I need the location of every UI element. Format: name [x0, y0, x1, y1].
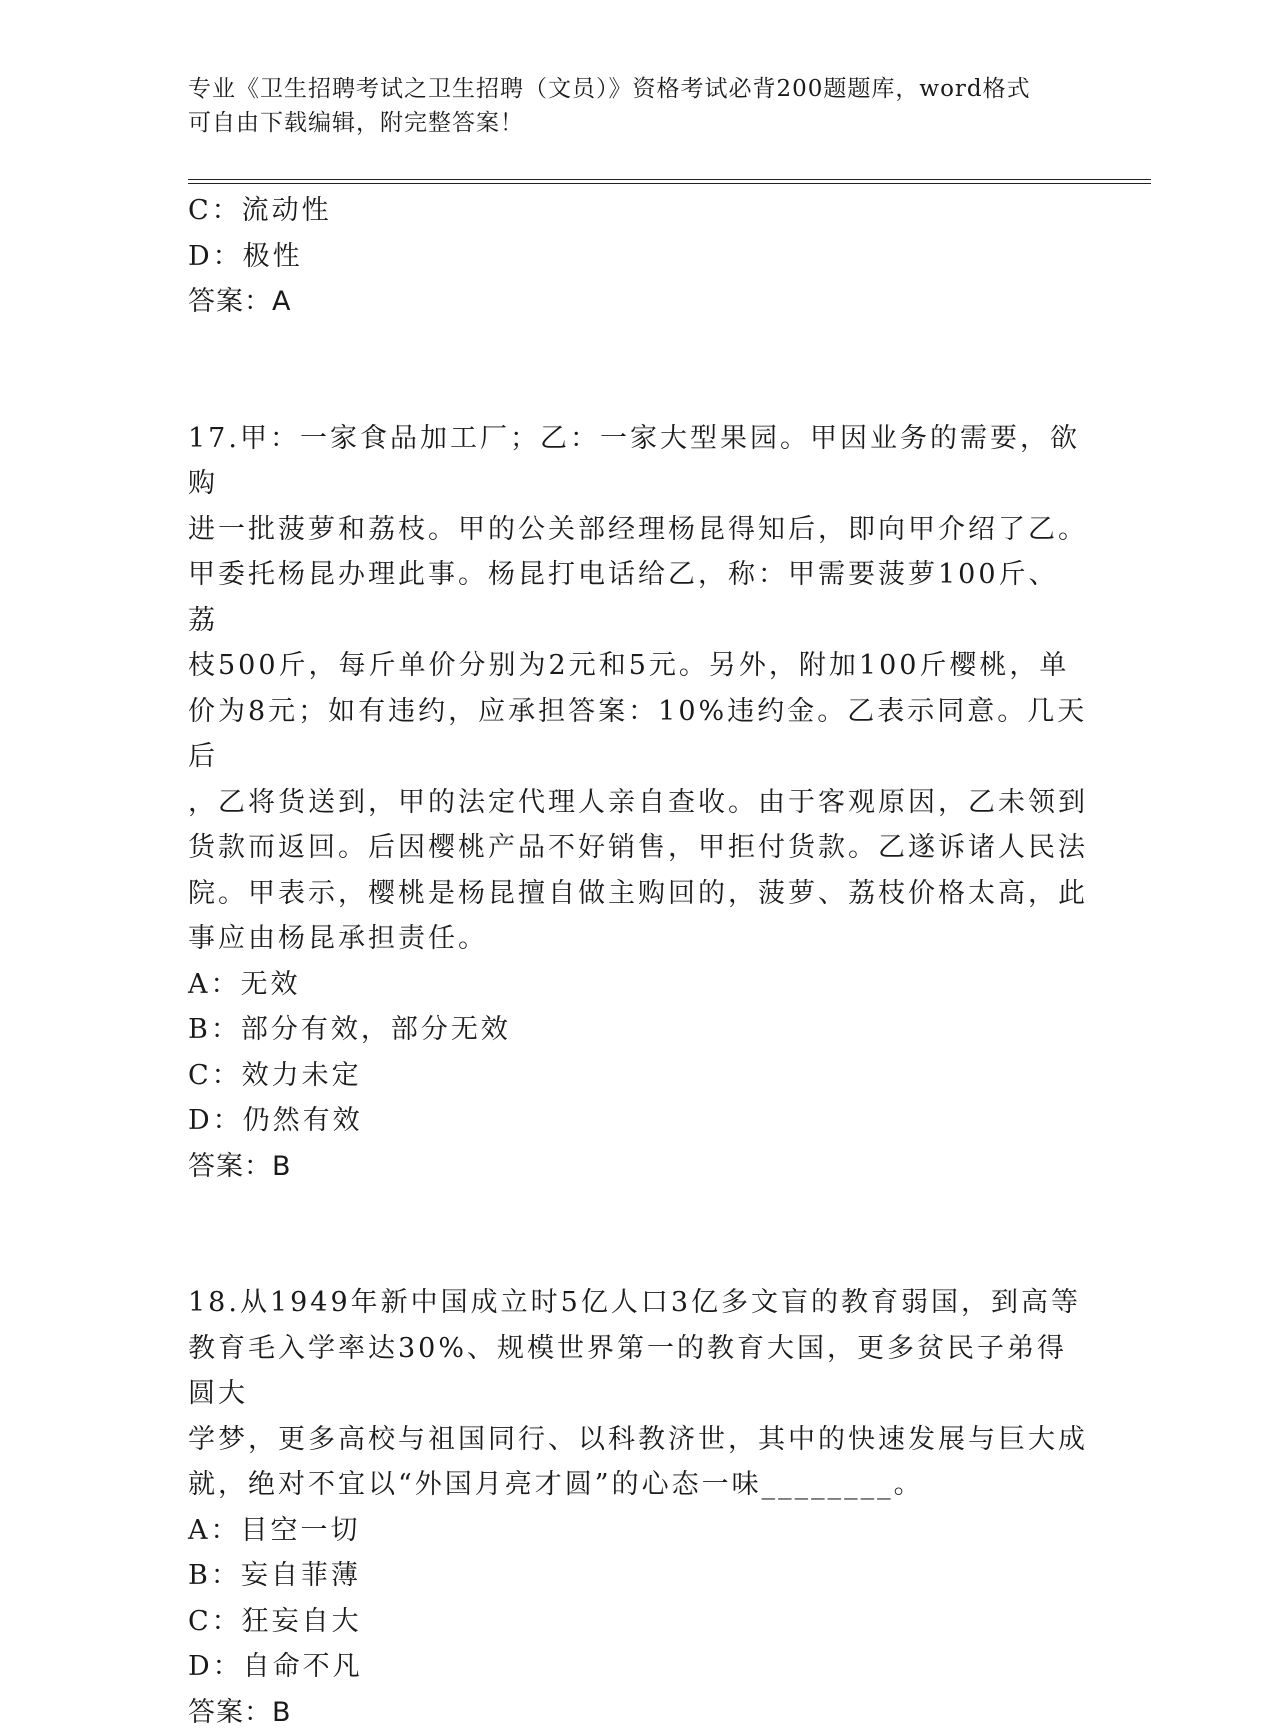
- header-line-1: 专业《卫生招聘考试之卫生招聘（文员）》资格考试必背200题题库，word格式: [188, 72, 1088, 106]
- option-c: C：流动性: [188, 188, 1088, 234]
- question-text-line: 甲委托杨昆办理此事。杨昆打电话给乙，称：甲需要菠萝100斤、荔: [188, 552, 1088, 643]
- option-b: B：妄自菲薄: [188, 1553, 1088, 1599]
- option-c: C：效力未定: [188, 1053, 1088, 1099]
- answer-line: 答案：B: [188, 1690, 1088, 1735]
- question-text-line: 枝500斤，每斤单价分别为2元和5元。另外，附加100斤樱桃，单: [188, 643, 1088, 689]
- question-text-line: 货款而返回。后因樱桃产品不好销售，甲拒付货款。乙遂诉诸人民法: [188, 825, 1088, 871]
- question-text-line: 院。甲表示，樱桃是杨昆擅自做主购回的，菠萝、荔枝价格太高，此: [188, 871, 1088, 917]
- question-text-line: 17.甲：一家食品加工厂；乙：一家大型果园。甲因业务的需要，欲购: [188, 416, 1088, 507]
- option-c: C：狂妄自大: [188, 1599, 1088, 1645]
- question-text-line: ，乙将货送到，甲的法定代理人亲自查收。由于客观原因，乙未领到: [188, 780, 1088, 826]
- spacer: [188, 1235, 1088, 1281]
- question-16-tail: [188, 188, 1088, 325]
- option-b: B：部分有效，部分无效: [188, 1007, 1088, 1053]
- answer-line: 答案：B: [188, 1144, 1088, 1190]
- question-text-line: 进一批菠萝和荔枝。甲的公关部经理杨昆得知后，即向甲介绍了乙。: [188, 507, 1088, 553]
- spacer: [188, 1189, 1088, 1235]
- question-17: [188, 416, 1088, 1190]
- question-text-line: 18.从1949年新中国成立时5亿人口3亿多文盲的教育弱国，到高等: [188, 1280, 1088, 1326]
- option-d: D：自命不凡: [188, 1644, 1088, 1690]
- question-text-line: 就，绝对不宜以“外国月亮才圆”的心态一味________。: [188, 1462, 1088, 1508]
- document-body: [188, 188, 1088, 1735]
- spacer: [188, 370, 1088, 416]
- header-double-rule: [188, 179, 1151, 184]
- document-header: [188, 72, 1088, 140]
- question-18: [188, 1280, 1088, 1735]
- question-text-line: 学梦，更多高校与祖国同行、以科教济世，其中的快速发展与巨大成: [188, 1417, 1088, 1463]
- question-text-line: 教育毛入学率达30%、规模世界第一的教育大国，更多贫民子弟得圆大: [188, 1326, 1088, 1417]
- option-d: D：极性: [188, 234, 1088, 280]
- header-line-2: 可自由下载编辑，附完整答案！: [188, 106, 1088, 140]
- question-text-line: 价为8元；如有违约，应承担答案：10%违约金。乙表示同意。几天后: [188, 689, 1088, 780]
- option-d: D：仍然有效: [188, 1098, 1088, 1144]
- answer-line: 答案：A: [188, 279, 1088, 325]
- question-text-line: 事应由杨昆承担责任。: [188, 916, 1088, 962]
- spacer: [188, 325, 1088, 371]
- option-a: A：无效: [188, 962, 1088, 1008]
- option-a: A：目空一切: [188, 1508, 1088, 1554]
